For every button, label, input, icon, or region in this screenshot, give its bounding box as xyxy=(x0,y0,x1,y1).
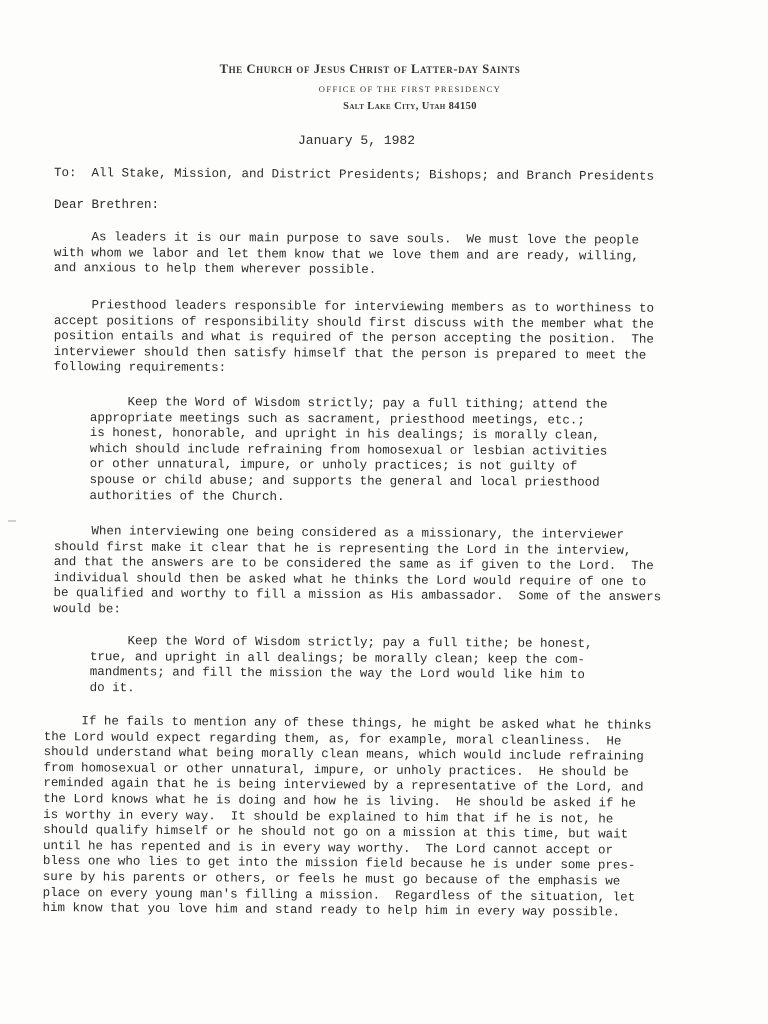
quote-line: appropriate meetings such as sacrament, priesthood meetings, etc.; xyxy=(89,410,586,428)
paragraph-line: place on every young man's filling a mission. Regardless of the situation, let xyxy=(42,885,636,905)
scan-artifact xyxy=(8,520,16,522)
quote-line: mandments; and fill the mission the way the Lord would like him to xyxy=(89,665,585,683)
paragraph-missionary-interview xyxy=(53,524,661,622)
paragraph-line: the Lord would expect regarding them, as, for example, moral cleanliness. He xyxy=(43,729,622,749)
letter-salutation: Dear Brethren: xyxy=(54,198,160,212)
block-quote-requirements xyxy=(89,395,607,507)
paragraph-line: until he has repented and is in every way worthy. The Lord cannot accept or xyxy=(42,838,614,858)
paragraph-line: would be: xyxy=(53,601,121,617)
letter-date: January 5, 1982 xyxy=(298,133,416,148)
quote-line: Keep the Word of Wisdom strictly; pay a full tithing; attend the xyxy=(89,395,608,412)
quote-line: Keep the Word of Wisdom strictly; pay a full tithe; be honest, xyxy=(89,634,593,652)
letterhead-city: Salt Lake City, Utah 84150 xyxy=(343,101,477,112)
paragraph-line: accept positions of responsibility should first discuss with the member what the xyxy=(53,313,655,332)
quote-line: which should include refraining from homosexual or lesbian activities xyxy=(89,441,608,459)
paragraph-line: If he fails to mention any of these things, he might be asked what he thinks xyxy=(43,714,652,733)
paragraph-worthiness xyxy=(42,714,651,921)
letterhead-organization: The Church of Jesus Christ of Latter-day Saints xyxy=(219,62,521,76)
quote-line: spouse or child abuse; and supports the general and local priesthood xyxy=(89,472,600,490)
paragraph-line: sure by his parents or others, or feels he must go because of the emphasis we xyxy=(42,869,621,889)
paragraph-line: When interviewing one being considered as a missionary, the interviewer xyxy=(53,524,625,542)
paragraph-line: him know that you love him and stand ready to help him in every way possible. xyxy=(42,901,621,920)
paragraph-line: reminded again that he is being interviewed by a representative of the Lord, and xyxy=(43,776,644,796)
paragraph-line: be qualified and worthy to fill a mission as His ambassador. Some of the answers xyxy=(53,586,662,605)
paragraph-line: should first make it clear that he is representing the Lord in the interview, xyxy=(53,539,632,558)
paragraph-intro xyxy=(54,230,639,280)
paragraph-line: from homosexual or other unnatural, impure, or unholy practices. He should be xyxy=(43,760,629,780)
quote-line: do it. xyxy=(89,680,135,696)
paragraph-line: should qualify himself or he should not go on a mission at this time, but wait xyxy=(43,823,629,842)
paragraph-line: As leaders it is our main purpose to save souls. We must love the people xyxy=(53,230,640,248)
quote-line: or other unnatural, impure, or unholy practices; is not guilty of xyxy=(89,457,578,474)
paragraph-line: Priesthood leaders responsible for interviewing members as to worthiness to xyxy=(53,298,655,316)
paragraph-line: individual should then be asked what he thinks the Lord would require of one to xyxy=(53,570,647,589)
quote-line: true, and upright in all dealings; be morally clean; keep the com- xyxy=(89,649,585,667)
paragraph-interview-requirements xyxy=(54,298,655,380)
paragraph-line: interviewer should then satisfy himself that the person is prepared to meet the xyxy=(53,344,647,363)
paragraph-line: bless one who lies to get into the mission field because he is under some pres- xyxy=(42,854,636,873)
paragraph-line: following requirements: xyxy=(53,360,227,376)
paragraph-line: and anxious to help them wherever possible. xyxy=(53,261,377,278)
letter-addressee: To: All Stake, Mission, and District Presidents; Bishops; and Branch Presidents xyxy=(53,166,655,184)
paragraph-line: and that the answers are to be considered the same as if given to the Lord. The xyxy=(53,555,654,574)
letterhead-office: OFFICE OF THE FIRST PRESIDENCY xyxy=(318,84,502,94)
paragraph-line: with whom we labor and let them know that we love them and are ready, willing, xyxy=(53,245,640,264)
paragraph-line: is worthy in every way. It should be explained to him that if he is not, he xyxy=(43,807,614,827)
paragraph-line: should understand what being morally clean means, which would include refraining xyxy=(43,745,644,764)
paragraph-line: position entails and what is required of the person accepting the position. The xyxy=(53,329,654,347)
quote-line: is honest, honorable, and upright in his dealings; is morally clean, xyxy=(89,426,600,443)
quote-line: authorities of the Church. xyxy=(89,488,285,504)
block-quote-missionary-answers xyxy=(90,634,593,699)
paragraph-line: the Lord knows what he is doing and how he is living. He should be asked if he xyxy=(43,791,636,811)
